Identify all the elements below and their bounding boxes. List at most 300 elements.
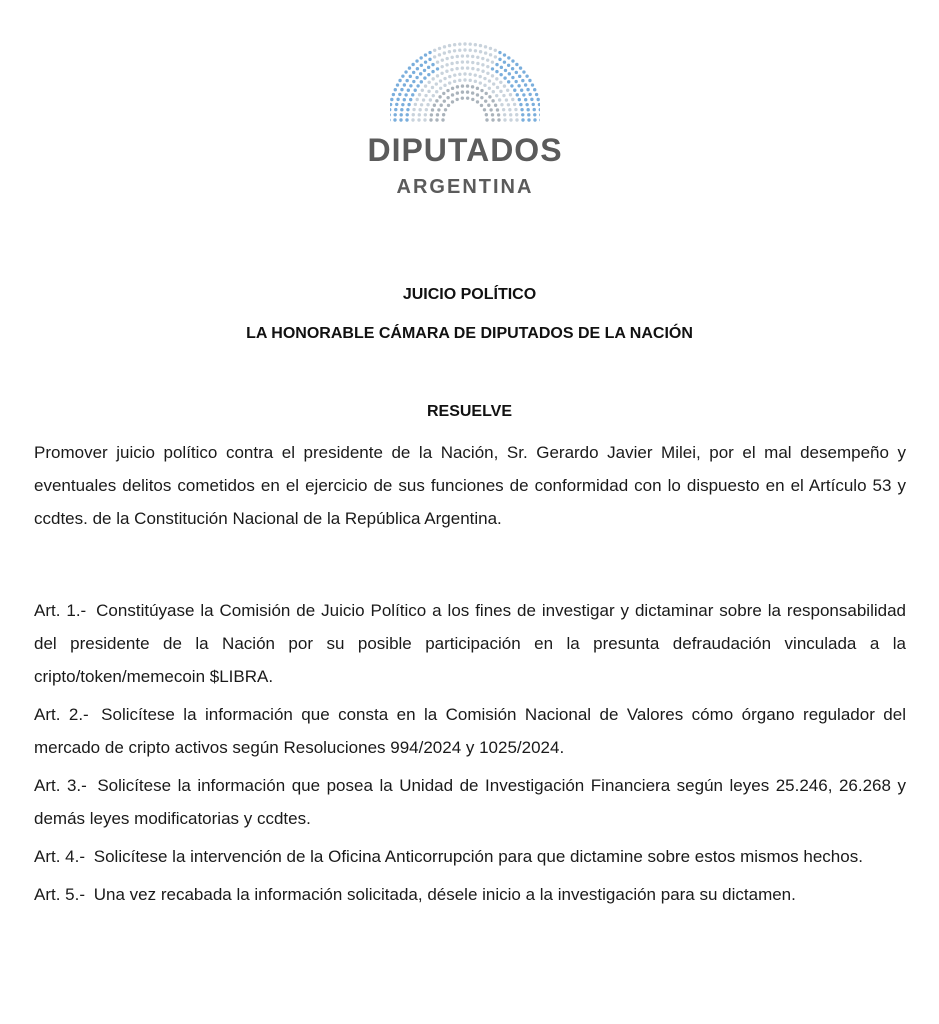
seat-dot	[476, 68, 479, 71]
article-text: Solicítese la información que posea la Unidad de Investigación Financiera según leyes 25.246, 26.268 y demás leyes modificatorias y ccdtes.	[34, 776, 906, 828]
diputados-logo	[360, 36, 570, 206]
seat-dot	[536, 98, 539, 101]
seat-dot	[451, 93, 454, 96]
seat-dot	[509, 113, 512, 116]
seat-dot	[447, 104, 450, 107]
article-4	[34, 840, 906, 873]
seat-dot	[480, 89, 483, 92]
seat-dot	[515, 63, 518, 66]
seat-dot	[443, 77, 446, 80]
seat-dot	[510, 84, 513, 87]
seat-dot	[401, 103, 404, 106]
seat-dot	[425, 108, 428, 111]
seat-dot	[418, 108, 421, 111]
seat-dot	[456, 55, 459, 58]
article-text: Solicítese la intervención de la Oficina Anticorrupción para que dictamine sobre estos mismos hechos.	[93, 847, 863, 866]
seat-dot	[394, 113, 397, 116]
seat-dot	[466, 90, 469, 93]
seat-dot	[463, 42, 466, 45]
seat-dot	[436, 74, 439, 77]
seat-dot	[450, 62, 453, 65]
seat-dot	[408, 66, 411, 69]
seat-dot	[480, 96, 483, 99]
seat-dot	[526, 108, 529, 111]
seat-dot	[533, 113, 536, 116]
seat-dot	[483, 108, 486, 111]
seat-dot	[495, 70, 498, 73]
seat-dot	[498, 98, 501, 101]
seat-dot	[446, 96, 449, 99]
seat-dot	[419, 72, 422, 75]
seat-dot	[528, 79, 531, 82]
seat-dot	[483, 77, 486, 80]
seat-dot	[400, 108, 403, 111]
seat-dot	[538, 103, 540, 106]
seat-dot	[513, 103, 516, 106]
seat-dot	[495, 63, 498, 66]
seat-dot	[491, 113, 494, 116]
article-number: Art. 4.-	[34, 847, 86, 866]
seat-dot	[509, 118, 512, 121]
seat-dot	[492, 90, 495, 93]
seat-dot	[411, 93, 414, 96]
seat-dot	[422, 98, 425, 101]
seat-dot	[432, 94, 435, 97]
seat-dot	[495, 77, 498, 80]
seat-dot	[521, 118, 524, 121]
seat-dot	[527, 118, 530, 121]
seat-dot	[416, 84, 419, 87]
seat-dot	[423, 69, 426, 72]
seat-dot	[500, 103, 503, 106]
seat-dot	[488, 79, 491, 82]
seat-dot	[485, 118, 488, 121]
seat-dot	[461, 84, 464, 87]
seat-dot	[471, 98, 474, 101]
seat-dot	[484, 99, 487, 102]
seat-dot	[474, 43, 477, 46]
seat-dot	[436, 60, 439, 63]
seat-dot	[435, 90, 438, 93]
seat-dot	[446, 89, 449, 92]
seat-dot	[468, 42, 471, 45]
seat-dot	[458, 49, 461, 52]
seat-dot	[521, 113, 524, 116]
seat-dot	[506, 89, 509, 92]
seat-dot	[394, 108, 397, 111]
article-number: Art. 1.-	[34, 601, 87, 620]
seat-dot	[476, 87, 479, 90]
seat-dot	[396, 83, 399, 86]
seat-dot	[390, 118, 391, 121]
seat-dot	[515, 118, 518, 121]
seat-dot	[479, 81, 482, 84]
seat-dot	[533, 118, 536, 121]
seat-dot	[507, 56, 510, 59]
seat-dot	[507, 64, 510, 67]
seat-dot	[489, 47, 492, 50]
seat-dot	[497, 113, 500, 116]
seat-dot	[488, 87, 491, 90]
seat-dot	[394, 88, 397, 91]
seat-dot	[486, 72, 489, 75]
seat-dot	[486, 58, 489, 61]
seat-dot	[407, 89, 410, 92]
seat-dot	[524, 83, 527, 86]
seat-dot	[444, 108, 447, 111]
seat-dot	[436, 67, 439, 70]
seat-dot	[466, 66, 469, 69]
seat-dot	[455, 67, 458, 70]
seat-dot	[476, 56, 479, 59]
seat-dot	[474, 49, 477, 52]
seat-dot	[414, 89, 417, 92]
seat-dot	[503, 60, 506, 63]
seat-dot	[433, 49, 436, 52]
seat-dot	[533, 108, 536, 111]
seat-dot	[514, 80, 517, 83]
seat-dot	[393, 118, 396, 121]
seat-dot	[503, 118, 506, 121]
seat-dot	[500, 66, 503, 69]
seat-dot	[476, 93, 479, 96]
seat-dot	[431, 108, 434, 111]
seat-dot	[518, 98, 521, 101]
seat-dot	[468, 73, 471, 76]
seat-dot	[503, 53, 506, 56]
seat-dot	[439, 87, 442, 90]
seat-dot	[411, 63, 414, 66]
seat-dot	[503, 84, 506, 87]
seat-dot	[450, 68, 453, 71]
seat-dot	[409, 98, 412, 101]
chamber-heading: LA HONORABLE CÁMARA DE DIPUTADOS DE LA NACIÓN	[246, 325, 693, 342]
seat-dot	[478, 75, 481, 78]
seat-dot	[530, 98, 533, 101]
article-2	[34, 698, 906, 764]
seat-dot	[390, 98, 393, 101]
seat-dot	[502, 94, 505, 97]
seat-dot	[423, 118, 426, 121]
seat-dot	[406, 108, 409, 111]
seat-dot	[396, 98, 399, 101]
seat-dot	[417, 118, 420, 121]
seat-dot	[524, 98, 527, 101]
seat-dot	[438, 47, 441, 50]
seat-dot	[474, 73, 477, 76]
seat-dot	[497, 118, 500, 121]
seat-dot	[494, 49, 497, 52]
seat-dot	[414, 103, 417, 106]
seat-dot	[488, 95, 491, 98]
seat-dot	[405, 79, 408, 82]
seat-dot	[429, 98, 432, 101]
seat-dot	[507, 103, 510, 106]
seat-dot	[424, 113, 427, 116]
seat-dot	[406, 113, 409, 116]
seat-dot	[514, 108, 517, 111]
seat-dot	[438, 95, 441, 98]
seat-dot	[443, 84, 446, 87]
seat-dot	[398, 93, 401, 96]
seat-dot	[508, 72, 511, 75]
seat-dot	[435, 82, 438, 85]
seat-dot	[481, 63, 484, 66]
seat-dot	[435, 99, 438, 102]
seat-dot	[491, 118, 494, 121]
seat-dot	[494, 104, 497, 107]
seat-dot	[395, 103, 398, 106]
seat-dot	[531, 83, 534, 86]
seat-dot	[441, 58, 444, 61]
seat-dot	[431, 63, 434, 66]
seat-dot	[518, 75, 521, 78]
seat-dot	[461, 90, 464, 93]
seat-dot	[431, 77, 434, 80]
seat-dot	[491, 67, 494, 70]
seat-dot	[403, 98, 406, 101]
seat-dot	[418, 93, 421, 96]
seat-dot	[461, 66, 464, 69]
seat-dot	[428, 51, 431, 54]
seat-dot	[441, 118, 444, 121]
seat-dot	[427, 90, 430, 93]
seat-dot	[481, 57, 484, 60]
seat-dot	[492, 82, 495, 85]
seat-dot	[471, 61, 474, 64]
seat-dot	[463, 72, 466, 75]
seat-dot	[412, 108, 415, 111]
article-text: Constitúyase la Comisión de Juicio Político a los fines de investigar y dictaminar sobre la responsabilidad del presidente de la Nación por su posible participación en la presunta defraudación vinculada a la cripto/token/memecoin $LIBRA.	[34, 601, 906, 686]
seat-dot	[420, 64, 423, 67]
seat-dot	[416, 98, 419, 101]
seat-dot	[424, 84, 427, 87]
seat-dot	[440, 72, 443, 75]
seat-dot	[521, 79, 524, 82]
seat-dot	[533, 88, 536, 91]
seat-dot	[515, 113, 518, 116]
seat-dot	[443, 51, 446, 54]
seat-dot	[517, 84, 520, 87]
seat-dot	[409, 84, 412, 87]
seat-dot	[419, 56, 422, 59]
seat-dot	[405, 118, 408, 121]
seat-dot	[438, 53, 441, 56]
seat-dot	[503, 113, 506, 116]
seat-dot	[392, 93, 395, 96]
intro-paragraph: Promover juicio político contra el presidente de la Nación, Sr. Gerardo Javier Milei, por el mal desempeño y eventuales delitos cometidos en el ejercicio de sus funciones de conformidad con lo dispuesto en el Artículo 53 y ccdtes. de la Constitución Nacional de la República Argentina.	[34, 443, 906, 528]
seat-dot	[532, 103, 535, 106]
seat-dot	[479, 50, 482, 53]
seat-dot	[480, 104, 483, 107]
seat-dot	[485, 92, 488, 95]
seat-dot	[463, 48, 466, 51]
seat-dot	[456, 98, 459, 101]
seat-dot	[511, 98, 514, 101]
seat-dot	[423, 76, 426, 79]
seat-dot	[491, 60, 494, 63]
seat-dot	[400, 88, 403, 91]
seat-dot	[439, 79, 442, 82]
seat-dot	[526, 88, 529, 91]
seat-dot	[525, 74, 528, 77]
seat-dot	[398, 79, 401, 82]
seat-dot	[439, 104, 442, 107]
seat-dot	[511, 67, 514, 70]
seat-dot	[481, 70, 484, 73]
seat-dot	[519, 66, 522, 69]
seat-dot	[412, 71, 415, 74]
seat-dot	[504, 69, 507, 72]
seat-dot	[525, 103, 528, 106]
seat-dot	[522, 70, 525, 73]
seat-dot	[466, 96, 469, 99]
seat-dot	[420, 103, 423, 106]
article-5	[34, 878, 906, 911]
seat-dot	[507, 80, 510, 83]
seat-dot	[499, 90, 502, 93]
seat-dot	[476, 100, 479, 103]
seat-dot	[484, 45, 487, 48]
seat-dot	[489, 53, 492, 56]
seat-dot	[399, 118, 402, 121]
seat-dot	[491, 99, 494, 102]
seat-dot	[484, 51, 487, 54]
seat-dot	[427, 73, 430, 76]
seat-dot	[458, 73, 461, 76]
seat-dot	[431, 70, 434, 73]
seat-dot	[404, 93, 407, 96]
seat-dot	[516, 93, 519, 96]
seat-dot	[443, 45, 446, 48]
seat-dot	[458, 79, 461, 82]
seat-dot	[451, 87, 454, 90]
seat-dot	[448, 44, 451, 47]
seat-dot	[509, 93, 512, 96]
seat-dot	[428, 58, 431, 61]
seat-dot	[535, 93, 538, 96]
article-text: Una vez recabada la información solicitada, désele inicio a la investigación para su dictamen.	[93, 885, 796, 904]
article-number: Art. 5.-	[34, 885, 86, 904]
seat-dot	[400, 113, 403, 116]
seat-dot	[437, 108, 440, 111]
article-number: Art. 2.-	[34, 705, 89, 724]
seat-dot	[411, 118, 414, 121]
seat-dot	[461, 96, 464, 99]
seat-dot	[390, 113, 391, 116]
seat-dot	[522, 93, 525, 96]
seat-dot	[404, 70, 407, 73]
seat-dot	[427, 81, 430, 84]
article-3	[34, 769, 906, 835]
seat-dot	[456, 91, 459, 94]
seat-dot	[471, 85, 474, 88]
seat-dot	[466, 60, 469, 63]
seat-dot	[390, 108, 391, 111]
seat-dot	[445, 57, 448, 60]
seat-dot	[496, 108, 499, 111]
seat-dot	[448, 50, 451, 53]
seat-dot	[528, 93, 531, 96]
seat-dot	[519, 103, 522, 106]
seat-dot	[445, 70, 448, 73]
seat-dot	[424, 60, 427, 63]
seat-dot	[401, 74, 404, 77]
seat-dot	[442, 92, 445, 95]
seat-dot	[409, 75, 412, 78]
seat-dot	[451, 56, 454, 59]
seat-dot	[443, 99, 446, 102]
seat-dot	[474, 80, 477, 83]
seat-dot	[426, 103, 429, 106]
seat-dot	[456, 85, 459, 88]
seat-dot	[407, 103, 410, 106]
seat-dot	[390, 103, 392, 106]
seat-dot	[486, 65, 489, 68]
seat-dot	[463, 78, 466, 81]
resolve-heading: RESUELVE	[426, 403, 513, 420]
seat-dot	[508, 108, 511, 111]
seat-dot	[499, 81, 502, 84]
seat-dot	[430, 113, 433, 116]
seat-dot	[461, 60, 464, 63]
seat-dot	[491, 74, 494, 77]
seat-dot	[427, 66, 430, 69]
seat-dot	[445, 63, 448, 66]
seat-dot	[448, 81, 451, 84]
seat-dot	[441, 65, 444, 68]
seat-dot	[520, 89, 523, 92]
seat-dot	[416, 67, 419, 70]
seat-dot	[403, 83, 406, 86]
seat-dot	[495, 94, 498, 97]
seat-dot	[453, 49, 456, 52]
seat-dot	[489, 108, 492, 111]
seat-dot	[420, 80, 423, 83]
seat-dot	[520, 108, 523, 111]
seat-dot	[503, 76, 506, 79]
seat-dot	[421, 89, 424, 92]
seat-dot	[412, 80, 415, 83]
seat-dot	[539, 113, 540, 116]
seat-dot	[418, 113, 421, 116]
seat-dot	[502, 108, 505, 111]
seat-dot	[487, 104, 490, 107]
seat-dot	[412, 113, 415, 116]
seat-dot	[442, 113, 445, 116]
logo-country: ARGENTINA	[396, 176, 534, 198]
seat-dot	[476, 62, 479, 65]
seat-dot	[515, 71, 518, 74]
seat-dot	[499, 73, 502, 76]
seat-dot	[466, 54, 469, 57]
seat-dot	[453, 43, 456, 46]
article-number: Art. 3.-	[34, 776, 87, 795]
seat-dot	[424, 94, 427, 97]
document-title: JUICIO POLÍTICO	[402, 286, 537, 303]
seat-dot	[448, 75, 451, 78]
articles-list	[34, 594, 906, 911]
logo-wordmark: DIPUTADOS	[367, 132, 563, 168]
seat-dot	[458, 42, 461, 45]
seat-dot	[471, 67, 474, 70]
seat-dot	[469, 79, 472, 82]
seat-dot	[424, 53, 427, 56]
seat-dot	[431, 86, 434, 89]
seat-dot	[498, 51, 501, 54]
article-1	[34, 594, 906, 693]
hemicycle-dots-icon	[390, 36, 540, 122]
